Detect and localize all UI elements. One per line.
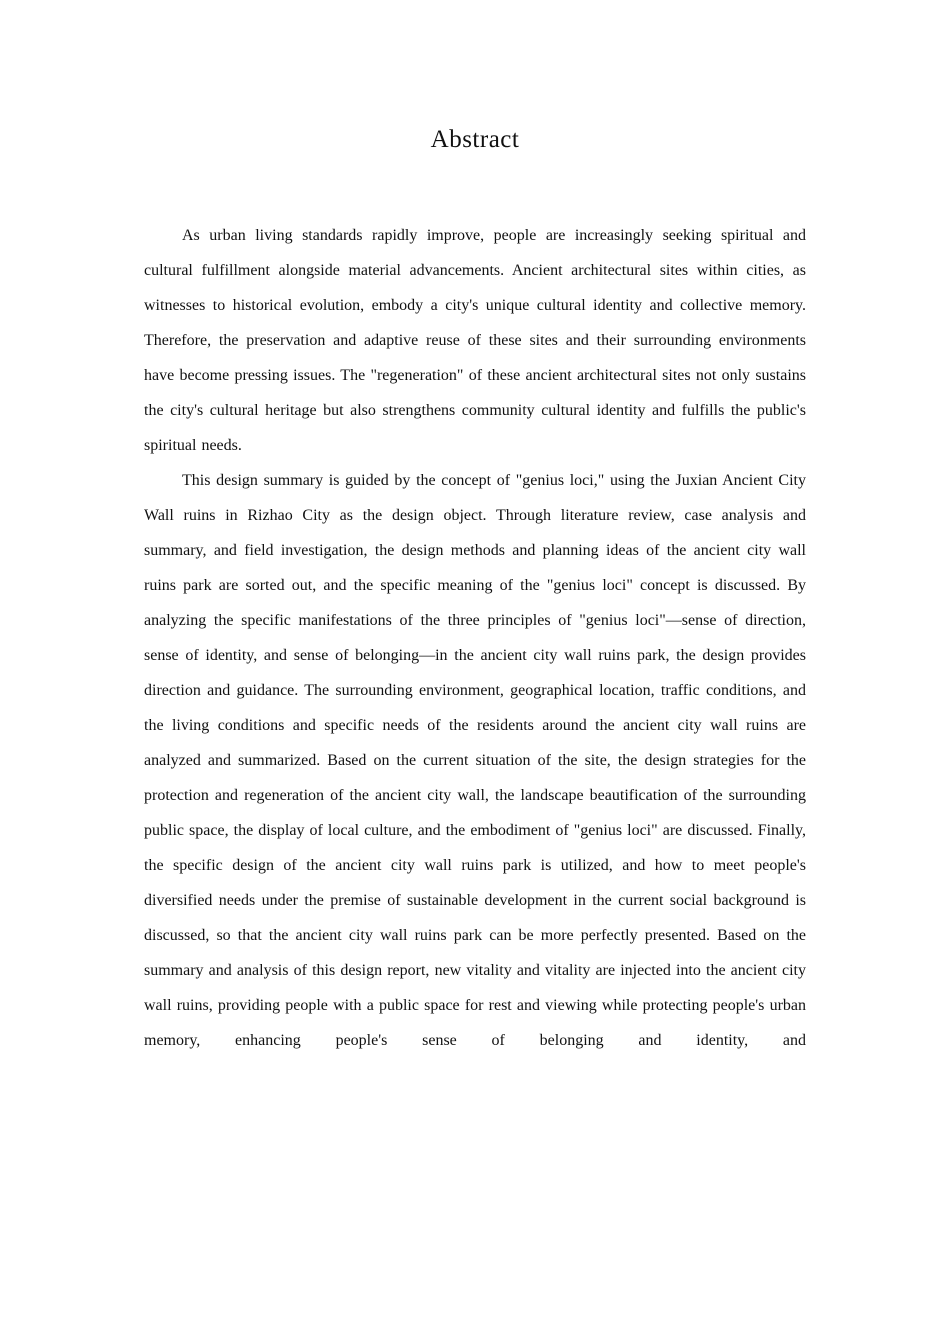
page-title: Abstract	[430, 126, 520, 153]
abstract-paragraph-2: This design summary is guided by the concept of "genius loci," using the Juxian Ancient City Wall ruins in Rizhao City as the design object. Through literature review, case analysis and summary, and field investigation, the design methods and planning ideas of the ancient city wall ruins park are sorted out, and the specific meaning of the "genius loci" concept is discussed. By analyzing the specific manifestations of the three principles of "genius loci"—sense of direction, sense of identity, and sense of belonging—in the ancient city wall ruins park, the design provides direction and guidance. The surrounding environment, geographical location, traffic conditions, and the living conditions and specific needs of the residents around the ancient city wall ruins are analyzed and summarized. Based on the current situation of the site, the design strategies for the protection and regeneration of the ancient city wall, the landscape beautification of the surrounding public space, the display of local culture, and the embodiment of "genius loci" are discussed. Finally, the specific design of the ancient city wall ruins park is utilized, and how to meet people's diversified needs under the premise of sustainable development in the current social background is discussed, so that the ancient city wall ruins park can be more perfectly presented. Based on the summary and analysis of this design report, new vitality and vitality are injected into the ancient city wall ruins, providing people with a public space for rest and viewing while protecting people's urban memory, enhancing people's sense of belonging and identity, and	[144, 472, 806, 1049]
abstract-body	[144, 218, 806, 1058]
abstract-paragraph-1: As urban living standards rapidly improve, people are increasingly seeking spiritual and cultural fulfillment alongside material advancements. Ancient architectural sites within cities, as witnesses to historical evolution, embody a city's unique cultural identity and collective memory. Therefore, the preservation and adaptive reuse of these sites and their surrounding environments have become pressing issues. The "regeneration" of these ancient architectural sites not only sustains the city's cultural heritage but also strengthens community cultural identity and fulfills the public's spiritual needs.	[144, 227, 806, 454]
